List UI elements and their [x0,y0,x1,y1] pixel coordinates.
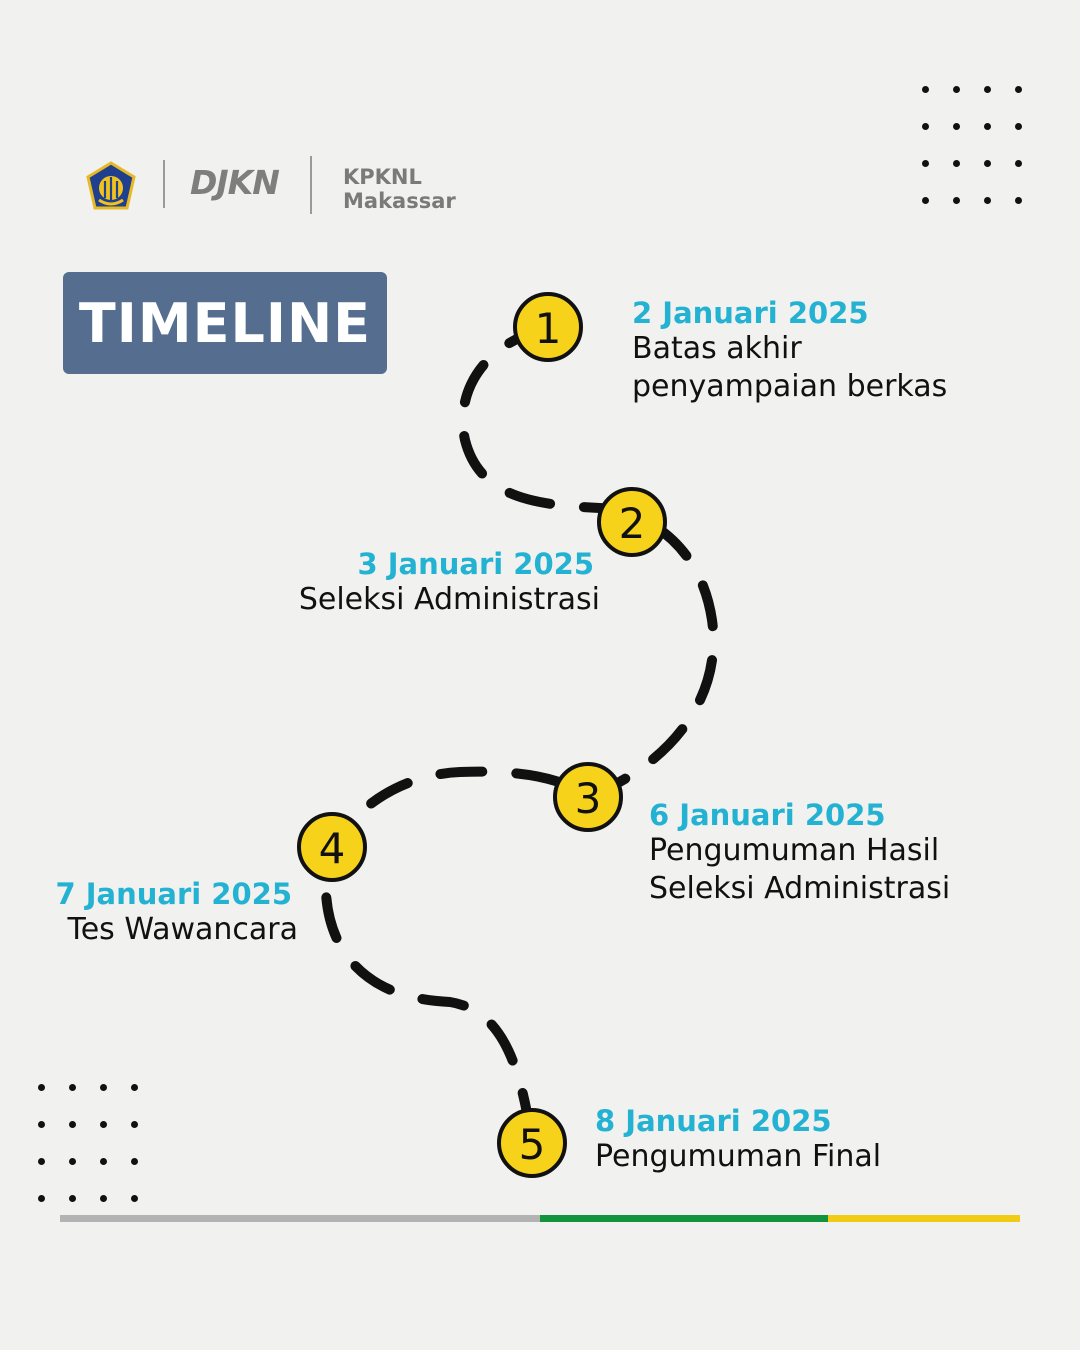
step-2-number: 2 [618,499,646,548]
step-1-number: 1 [534,304,562,353]
step-1-desc-line-2: penyampaian berkas [632,369,948,404]
timeline-dashed-line [326,327,714,1143]
step-3-desc-line-1: Pengumuman Hasil [649,833,940,868]
footer-bar-gray [60,1215,540,1222]
djkn-logo-text: DJKN [190,163,279,202]
step-2-marker [599,489,665,555]
step-3-text [649,798,950,908]
step-2-date: 3 Januari 2025 [357,547,594,581]
step-4-date: 7 Januari 2025 [55,877,292,911]
step-2-desc-line-1: Seleksi Administrasi [298,582,600,617]
step-4-text [20,877,298,949]
office-line-1: KPKNL [343,165,422,189]
step-5-text [595,1104,881,1176]
step-4-desc-line-1: Tes Wawancara [67,912,298,947]
step-3-marker [555,764,621,830]
step-4-number: 4 [318,824,346,873]
page-title: TIMELINE [78,291,372,355]
step-4-marker [299,814,365,880]
step-5-number: 5 [518,1120,546,1169]
step-1-marker [515,294,581,360]
office-line-2: Makassar [343,189,456,213]
step-5-desc-line-1: Pengumuman Final [595,1139,882,1174]
step-3-desc-line-2: Seleksi Administrasi [649,871,951,906]
footer-bar-green [540,1215,828,1222]
step-3-date: 6 Januari 2025 [649,798,886,832]
step-1-desc-line-1: Batas akhir [632,331,802,366]
footer-bar-yellow [828,1215,1020,1222]
step-1-text [632,296,947,406]
step-2-text [240,547,600,619]
step-5-marker [499,1110,565,1176]
step-5-date: 8 Januari 2025 [595,1104,832,1138]
step-3-number: 3 [574,774,602,823]
step-1-date: 2 Januari 2025 [632,296,869,330]
